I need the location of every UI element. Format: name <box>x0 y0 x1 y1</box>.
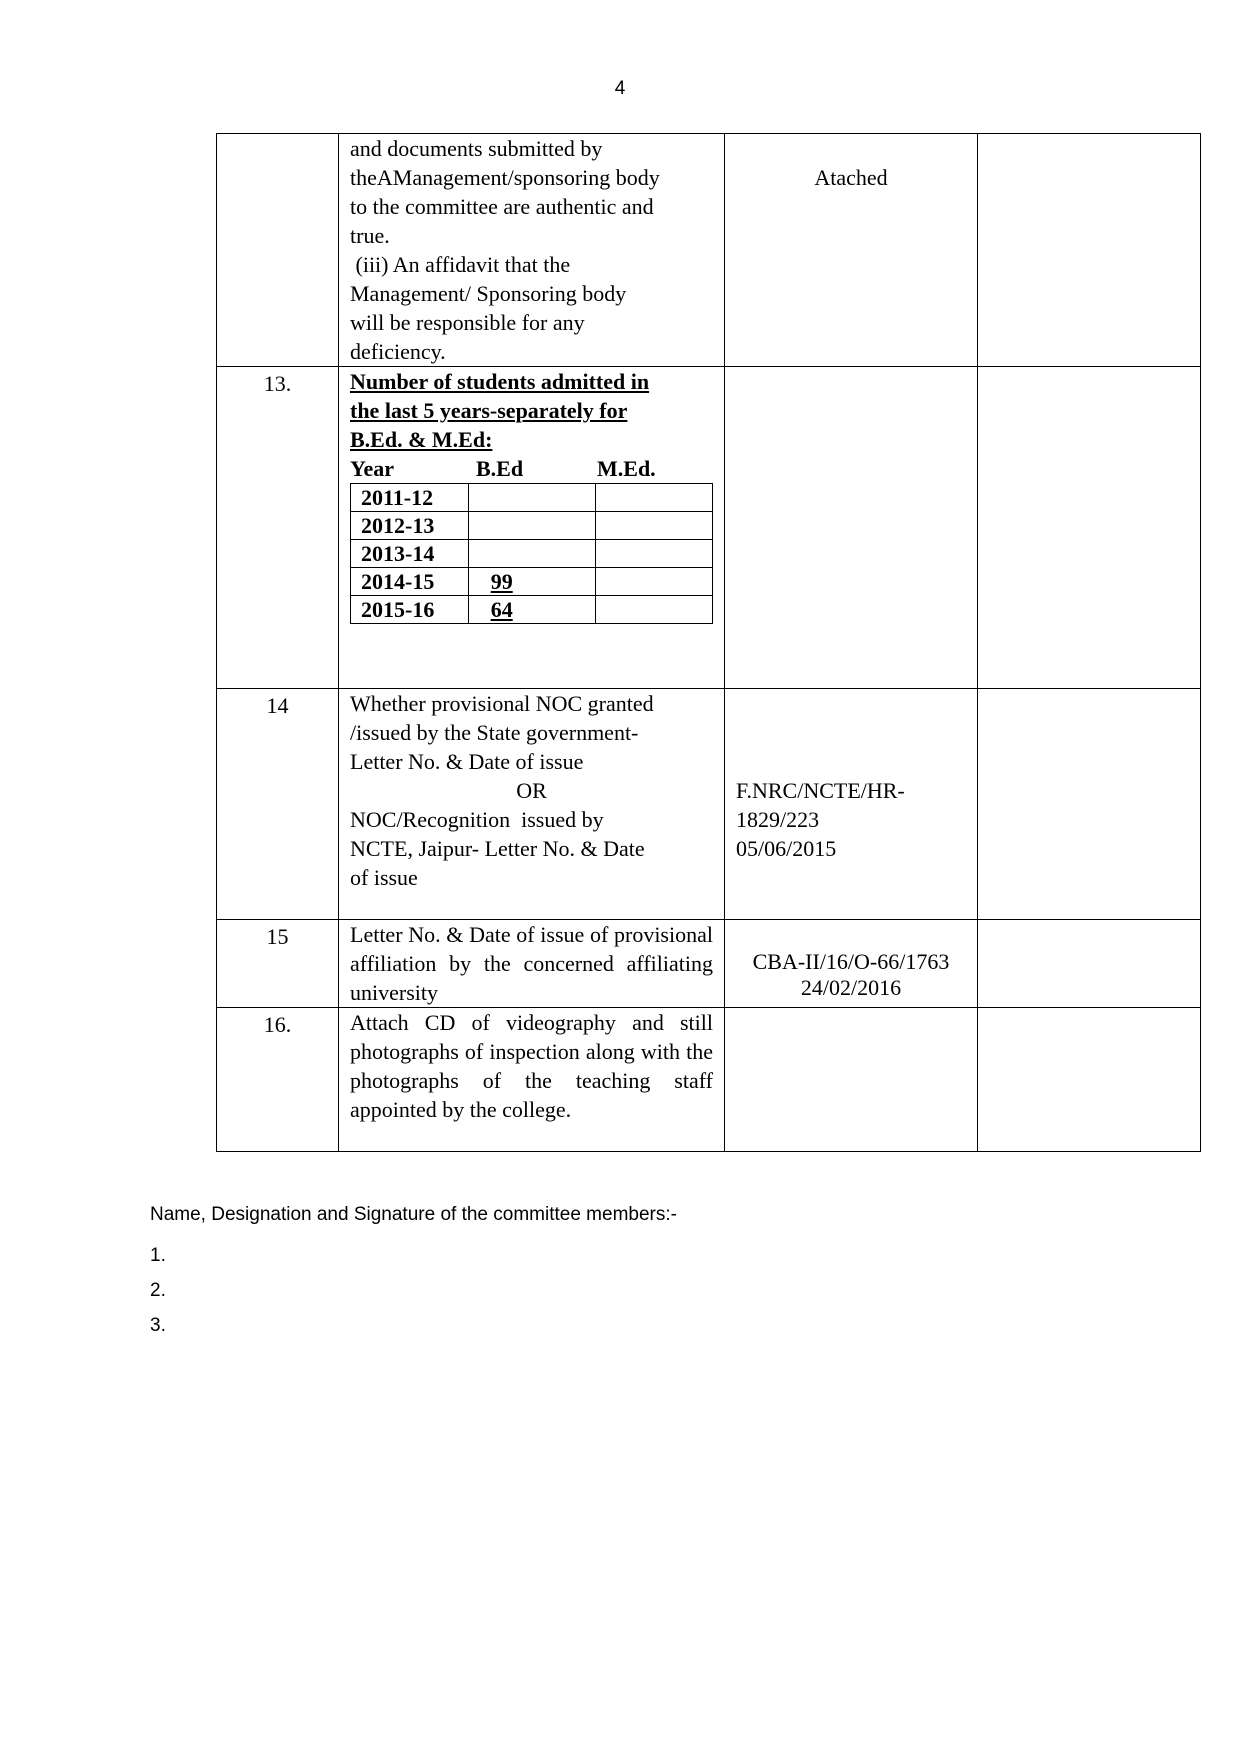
bed-header: B.Ed <box>476 456 524 481</box>
item-cell <box>339 1008 725 1152</box>
serial-cell: 13. <box>217 367 339 689</box>
table-row <box>217 1008 1201 1152</box>
value-text: Atached <box>814 165 888 190</box>
value-cell <box>725 1008 978 1152</box>
remarks-cell <box>978 920 1201 1008</box>
item-line: will be responsible for any <box>350 310 585 335</box>
value-cell <box>725 689 978 920</box>
item-line: NCTE, Jaipur- Letter No. & Date <box>350 836 645 861</box>
table-row <box>217 920 1201 1008</box>
med-cell <box>595 512 712 540</box>
year-header: Year <box>350 456 394 481</box>
bed-cell: 99 <box>468 568 595 596</box>
year-cell: 2013-14 <box>351 540 469 568</box>
member-number: 1. <box>150 1245 166 1266</box>
item-line: Management/ Sponsoring body <box>350 281 627 306</box>
value-line: 05/06/2015 <box>736 836 837 861</box>
item-line: Whether provisional NOC granted <box>350 691 654 716</box>
med-cell <box>595 596 712 624</box>
table-row <box>217 134 1201 367</box>
item-text: Attach CD of videography and still photographs of inspection along with the photographs of the teaching staff appointed by the college. <box>350 1010 713 1122</box>
value-line: 1829/223 <box>736 807 820 832</box>
year-cell: 2015-16 <box>351 596 469 624</box>
year-row <box>351 512 713 540</box>
item-cell <box>339 134 725 367</box>
item-heading-line: B.Ed. & M.Ed: <box>350 427 493 452</box>
item-heading-line: the last 5 years-separately for <box>350 398 628 423</box>
serial-cell: 15 <box>217 920 339 1008</box>
committee-members-heading: Name, Designation and Signature of the committee members:- <box>150 1204 677 1225</box>
item-heading-line: Number of students admitted in <box>350 369 650 394</box>
value-line: 24/02/2016 <box>800 975 902 1000</box>
year-row <box>351 484 713 512</box>
remarks-cell <box>978 367 1201 689</box>
serial-cell <box>217 134 339 367</box>
member-number: 2. <box>150 1280 166 1301</box>
year-cell: 2012-13 <box>351 512 469 540</box>
year-row <box>351 568 713 596</box>
table-row <box>217 689 1201 920</box>
remarks-cell <box>978 1008 1201 1152</box>
item-line: deficiency. <box>350 339 446 364</box>
year-row <box>351 540 713 568</box>
year-table-header <box>350 454 713 483</box>
table-row <box>217 367 1201 689</box>
value-cell <box>725 367 978 689</box>
bed-cell <box>468 540 595 568</box>
item-cell <box>339 920 725 1008</box>
year-cell: 2011-12 <box>351 484 469 512</box>
inspection-table <box>216 133 1201 1152</box>
item-line: true. <box>350 223 390 248</box>
item-line: to the committee are authentic and <box>350 194 654 219</box>
year-row <box>351 596 713 624</box>
value-cell <box>725 920 978 1008</box>
item-line: and documents submitted by <box>350 136 603 161</box>
item-line: theAManagement/sponsoring body <box>350 165 660 190</box>
serial-cell: 16. <box>217 1008 339 1152</box>
value-line: F.NRC/NCTE/HR- <box>736 778 905 803</box>
value-line: CBA-II/16/O-66/1763 <box>752 949 950 974</box>
item-line: /issued by the State government- <box>350 720 639 745</box>
item-line: Letter No. & Date of issue <box>350 749 584 774</box>
item-cell <box>339 689 725 920</box>
page-number: 4 <box>614 78 626 99</box>
item-text: Letter No. & Date of issue of provisional affiliation by the concerned affiliating university <box>350 922 713 1005</box>
member-number: 3. <box>150 1315 166 1336</box>
bed-cell <box>468 484 595 512</box>
item-line-or: OR <box>516 778 547 803</box>
item-cell <box>339 367 725 689</box>
remarks-cell <box>978 689 1201 920</box>
bed-cell <box>468 512 595 540</box>
item-line: of issue <box>350 865 418 890</box>
remarks-cell <box>978 134 1201 367</box>
med-cell <box>595 484 712 512</box>
med-cell <box>595 540 712 568</box>
item-line: (iii) An affidavit that the <box>350 252 571 277</box>
year-cell: 2014-15 <box>351 568 469 596</box>
value-cell <box>725 134 978 367</box>
item-line: NOC/Recognition issued by <box>350 807 604 832</box>
med-cell <box>595 568 712 596</box>
students-admitted-table <box>350 483 713 624</box>
med-header: M.Ed. <box>597 456 656 481</box>
bed-cell: 64 <box>468 596 595 624</box>
serial-cell: 14 <box>217 689 339 920</box>
